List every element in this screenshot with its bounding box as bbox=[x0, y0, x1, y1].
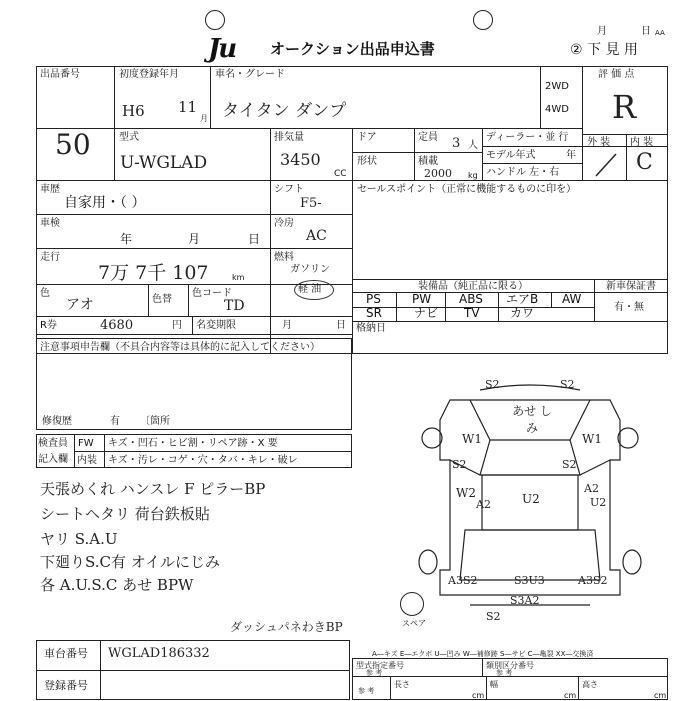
interior-label: 内 装 bbox=[630, 137, 654, 148]
date-month: 月 bbox=[597, 26, 607, 37]
equip-navi: ナビ bbox=[414, 306, 439, 320]
mark-a2-left: A2 bbox=[476, 498, 491, 511]
spare-tire-icon bbox=[400, 592, 424, 616]
cooling-value: AC bbox=[306, 228, 327, 244]
repair-history-label: 修復歴 bbox=[42, 416, 72, 427]
reg-no-label: 登録番号 bbox=[44, 679, 88, 692]
history-label: 車歴 bbox=[40, 184, 60, 195]
mark-u2: U2 bbox=[522, 492, 540, 506]
mark-w1-right: W1 bbox=[582, 432, 602, 446]
loading-value: 2000 bbox=[424, 167, 452, 180]
history-value: 自家用・（ ） bbox=[64, 195, 146, 211]
mark-s3a2: S3A2 bbox=[510, 594, 540, 607]
auction-logo: Ju bbox=[208, 34, 236, 64]
repair-place: 〔箇所 bbox=[140, 416, 170, 427]
fw-items: キズ・凹石・ヒビ割・リペア跡・X 要 bbox=[108, 438, 278, 449]
entry-label: 記入欄 bbox=[38, 454, 68, 465]
ref-label-3: 参 考 bbox=[358, 687, 375, 695]
diesel-circle bbox=[294, 280, 334, 300]
note-line-5: 各 A.U.S.C あせ BPW bbox=[40, 576, 194, 594]
new-warranty-label: 新車保証書 bbox=[606, 281, 656, 292]
mark-w2: W2 bbox=[456, 486, 476, 500]
mark-u2-right: U2 bbox=[590, 496, 607, 509]
ref-label-2: 参 考 bbox=[496, 669, 513, 677]
punch-hole-right bbox=[473, 10, 493, 30]
reg-month-unit: 月 bbox=[200, 114, 208, 123]
equip-tv: TV bbox=[464, 306, 480, 320]
dealer-label: ディーラー・並 行 bbox=[486, 132, 569, 143]
designated-label: 型式指定番号 bbox=[356, 661, 404, 670]
equip-aw: AW bbox=[562, 292, 582, 306]
repair-yes: 有 bbox=[110, 416, 120, 427]
note-line-3: ヤリ S.A.U bbox=[40, 530, 118, 548]
mark-bumper-front-2: S2 bbox=[560, 378, 575, 391]
handle-label: ハンドル 左・右 bbox=[486, 167, 560, 178]
ref-label-1: 参 考 bbox=[366, 669, 383, 677]
chassis-no-label: 車台番号 bbox=[44, 647, 88, 660]
interior-grade: C bbox=[636, 150, 653, 175]
inspection-month: 月 bbox=[188, 232, 201, 246]
shift-label: シフト bbox=[274, 184, 304, 195]
mark-w1-left: W1 bbox=[462, 432, 482, 446]
mileage-label: 走行 bbox=[40, 252, 60, 263]
warranty-yes-no: 有・無 bbox=[614, 302, 644, 313]
shape-label: 形状 bbox=[357, 156, 377, 167]
car-name-label: 車名・グレード bbox=[215, 69, 285, 80]
kg-unit: kg bbox=[468, 171, 478, 180]
note-line-4: 下廻りS.C有 オイルにじみ bbox=[40, 553, 221, 571]
fw-label: FW bbox=[78, 438, 94, 449]
color-value: アオ bbox=[66, 297, 94, 313]
height-cm: cm bbox=[654, 691, 667, 700]
notes-title: 注意事項申告欄（不具合内容等は具体的に記入してください） bbox=[40, 342, 320, 353]
inspection-day: 日 bbox=[248, 232, 261, 246]
sales-points-label: セールスポイント（正常に機能するものに印を） bbox=[357, 184, 577, 195]
exterior-label: 外 装 bbox=[587, 137, 611, 148]
model-label: 型式 bbox=[119, 132, 139, 143]
reg-month: 11 bbox=[178, 98, 198, 116]
name-change-label: 名変期限 bbox=[196, 320, 236, 331]
color-label: 色 bbox=[40, 288, 50, 299]
mark-s2-left: S2 bbox=[452, 458, 467, 471]
equip-abs: ABS bbox=[459, 292, 483, 306]
mark-top: あせ しみ bbox=[512, 404, 552, 435]
punch-hole-left bbox=[205, 10, 225, 30]
capacity-unit: 人 bbox=[468, 140, 478, 151]
length-label: 長さ bbox=[394, 680, 410, 689]
fuel-gasoline: ガソリン bbox=[290, 264, 330, 275]
equip-leather: カワ bbox=[510, 306, 535, 320]
model-year-unit: 年 bbox=[566, 150, 576, 161]
chassis-no-value: WGLAD186332 bbox=[108, 646, 210, 661]
mark-a2-right: A2 bbox=[584, 482, 599, 495]
door-label: ドア bbox=[357, 132, 377, 143]
length-cm: cm bbox=[472, 691, 485, 700]
damage-legend: A―キズ E―エクボ U―凹み W―補修跡 S―サビ C―亀裂 XX―交換済 bbox=[372, 650, 594, 658]
displacement-value: 3450 bbox=[280, 150, 321, 169]
name-change-day: 日 bbox=[336, 320, 346, 331]
inspector-label: 検査員 bbox=[38, 438, 68, 449]
drive-4wd: 4WD bbox=[545, 104, 569, 115]
color-code-label: 色コード bbox=[192, 288, 232, 299]
inspection-year: 年 bbox=[120, 232, 133, 246]
mark-a3s2-right: A3S2 bbox=[578, 574, 608, 587]
km-unit: km bbox=[232, 273, 245, 282]
inspection-label: 車検 bbox=[40, 218, 60, 229]
color-code-value: TD bbox=[224, 298, 245, 314]
equip-sr: SR bbox=[366, 306, 382, 320]
date-day: 日 bbox=[641, 26, 651, 37]
equipment-label: 装備品（純正品に限る） bbox=[418, 281, 528, 292]
interior-items: キズ・汚レ・コゲ・穴・タバ・キレ・破レ bbox=[108, 455, 298, 466]
displacement-label: 排気量 bbox=[274, 132, 304, 143]
interior-short-label: 内装 bbox=[77, 455, 97, 466]
mark-bumper-front: S2 bbox=[485, 378, 500, 391]
mark-s2-right: S2 bbox=[562, 458, 577, 471]
reg-era: H6 bbox=[122, 102, 145, 120]
copy-type: ② 下 見 用 bbox=[570, 42, 638, 58]
mark-a3s2-left: A3S2 bbox=[448, 574, 478, 587]
note-line-1: 天張めくれ ハンスレ F ピラーBP bbox=[40, 480, 266, 498]
equip-airbag: エアB bbox=[506, 292, 539, 306]
yen-unit: 円 bbox=[172, 320, 182, 331]
capacity-value: 3 bbox=[452, 136, 461, 151]
capacity-label: 定員 bbox=[418, 132, 438, 143]
first-reg-label: 初度登録年月 bbox=[119, 69, 179, 80]
lot-number: 50 bbox=[55, 128, 91, 161]
color-change-label: 色替 bbox=[152, 294, 172, 305]
loading-label: 積載 bbox=[418, 156, 438, 167]
r-ticket-label: R券 bbox=[40, 320, 57, 331]
height-label: 高さ bbox=[582, 680, 598, 689]
mark-s3u3: S3U3 bbox=[514, 574, 545, 587]
cooling-label: 冷房 bbox=[274, 218, 294, 229]
fuel-label: 燃料 bbox=[274, 252, 294, 263]
grade-points-label: 評 価 点 bbox=[598, 69, 635, 80]
width-label: 幅 bbox=[490, 680, 498, 689]
mark-s2-bottom: S2 bbox=[486, 610, 501, 623]
mileage-value: 7万 7千 107 bbox=[98, 262, 209, 284]
car-name: タイタン ダンプ bbox=[222, 101, 347, 121]
model-year-label: モデル年式 bbox=[486, 150, 536, 161]
equip-ps: PS bbox=[366, 292, 381, 306]
cc-unit: CC bbox=[334, 169, 347, 179]
date-aa: AA bbox=[655, 29, 665, 37]
grade-score: R bbox=[612, 88, 637, 126]
class-no-label: 類別区分番号 bbox=[486, 661, 534, 670]
drive-2wd: 2WD bbox=[545, 81, 569, 92]
r-ticket-value: 4680 bbox=[100, 318, 134, 333]
shift-value: F5- bbox=[300, 196, 322, 211]
name-change-month: 月 bbox=[282, 320, 292, 331]
fuel-diesel: 軽 油 bbox=[298, 284, 322, 295]
equip-pw: PW bbox=[412, 292, 432, 306]
form-title: オークション出品申込書 bbox=[270, 40, 435, 58]
spare-label: スペア bbox=[402, 619, 426, 628]
storage-date-label: 格納日 bbox=[356, 323, 386, 334]
width-cm: cm bbox=[564, 691, 577, 700]
model-value: U-WGLAD bbox=[120, 153, 208, 173]
note-line-2: シートヘタリ 荷台鉄板貼 bbox=[40, 505, 210, 523]
exterior-grade-mark bbox=[590, 148, 624, 180]
lower-note: ダッシュパネわきBP bbox=[230, 620, 343, 634]
lot-number-label: 出品番号 bbox=[40, 69, 80, 80]
